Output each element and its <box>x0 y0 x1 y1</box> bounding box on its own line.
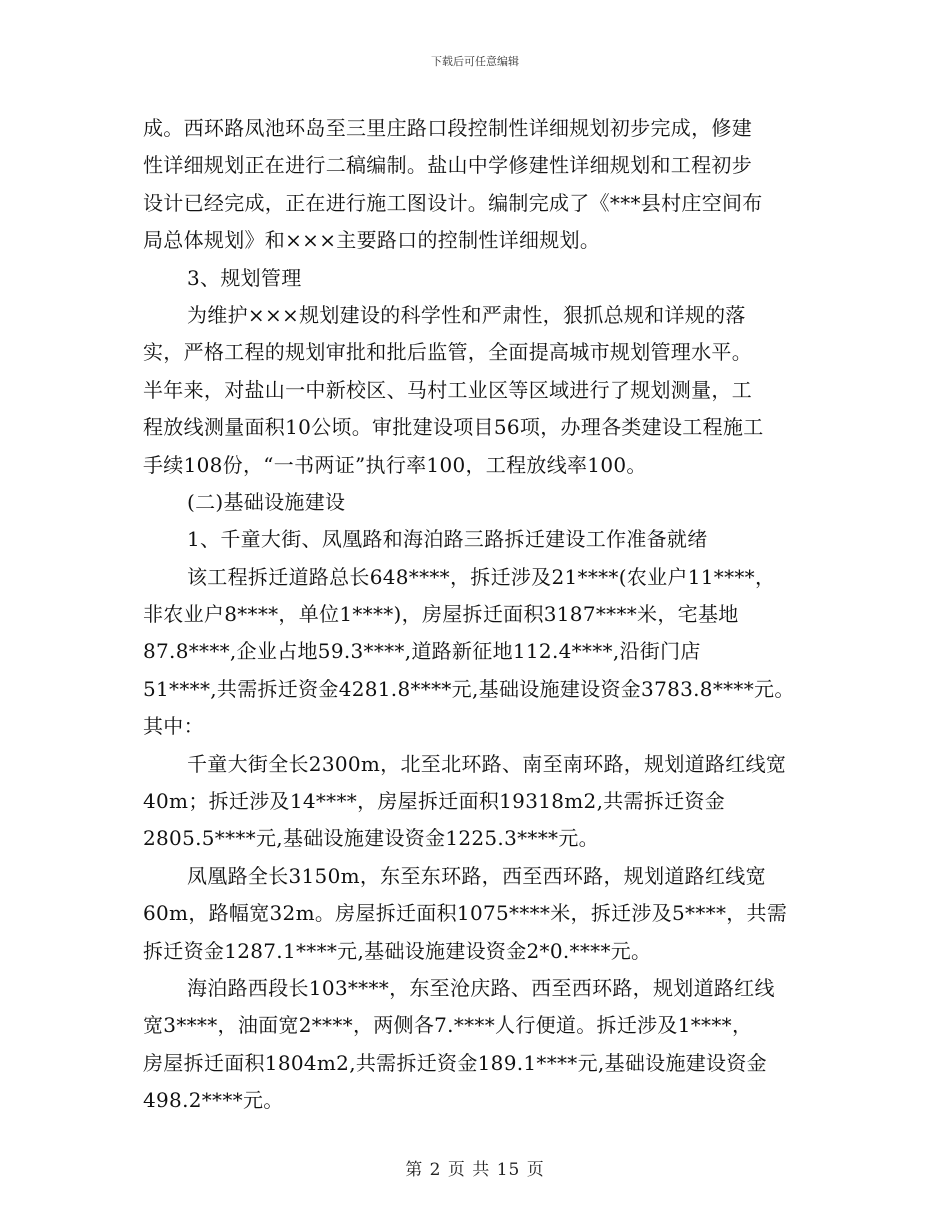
section-heading: (二)基础设施建设 <box>187 489 346 514</box>
subsection-heading: 1、千童大街、凤凰路和海泊路三路拆迁建设工作准备就绪 <box>187 527 708 552</box>
page-header-note: 下载后可任意编辑 <box>431 55 519 68</box>
text-line: 性详细规划正在进行二稿编制。盐山中学修建性详细规划和工程初步 <box>143 153 752 178</box>
text-line: 498.2****元。 <box>143 1088 284 1113</box>
text-line: 非农业户8****，单位1****)，房屋拆迁面积3187****米，宅基地 <box>143 602 739 627</box>
text-line: 宽3****，油面宽2****，两侧各7.****人行便道。拆迁涉及1****， <box>143 1013 753 1038</box>
text-line: 房屋拆迁面积1804m2,共需拆迁资金189.1****元,基础设施建设资金 <box>143 1050 767 1075</box>
text-line: 该工程拆迁道路总长648****，拆迁涉及21****(农业户11****， <box>187 564 776 589</box>
text-line: 其中： <box>143 714 204 739</box>
text-line: 2805.5****元,基础设施建设资金1225.3****元。 <box>143 826 599 851</box>
text-line: 手续108份，“一书两证”执行率100，工程放线率100。 <box>143 452 647 477</box>
page-number: 第 2 页 共 15 页 <box>405 1160 545 1180</box>
document-body <box>143 110 815 1120</box>
text-line: 程放线测量面积10公顷。审批建设项目56项，办理各类建设工程施工 <box>143 415 764 440</box>
text-line: 为维护×××规划建设的科学性和严肃性，狠抓总规和详规的落 <box>187 302 746 327</box>
text-line: 海泊路西段长103****，东至沧庆路、西至西环路，规划道路红线 <box>187 975 775 1000</box>
text-line: 局总体规划》和×××主要路口的控制性详细规划。 <box>143 228 601 253</box>
text-line: 60m，路幅宽32m。房屋拆迁面积1075****米，拆迁涉及5****，共需 <box>143 901 788 926</box>
text-line: 87.8****,企业占地59.3****,道路新征地112.4****,沿街门店 <box>143 639 701 664</box>
text-line: 凤凰路全长3150m，东至东环路，西至西环路，规划道路红线宽 <box>187 863 766 888</box>
text-line: 半年来，对盐山一中新校区、马村工业区等区域进行了规划测量，工 <box>143 377 752 402</box>
text-line: 设计已经完成，正在进行施工图设计。编制完成了《***县村庄空间布 <box>143 190 763 215</box>
section-heading: 3、规划管理 <box>187 265 302 290</box>
text-line: 40m；拆迁涉及14****，房屋拆迁面积19318m2,共需拆迁资金 <box>143 789 726 814</box>
text-line: 拆迁资金1287.1****元,基础设施建设资金2*0.****元。 <box>143 938 652 963</box>
text-line: 千童大街全长2300m，北至北环路、南至南环路，规划道路红线宽 <box>187 751 787 776</box>
text-line: 实，严格工程的规划审批和批后监管，全面提高城市规划管理水平。 <box>143 340 752 365</box>
text-line: 成。西环路凤池环岛至三里庄路口段控制性详细规划初步完成，修建 <box>143 116 752 140</box>
text-line: 51****,共需拆迁资金4281.8****元,基础设施建设资金3783.8****元。 <box>143 676 795 701</box>
